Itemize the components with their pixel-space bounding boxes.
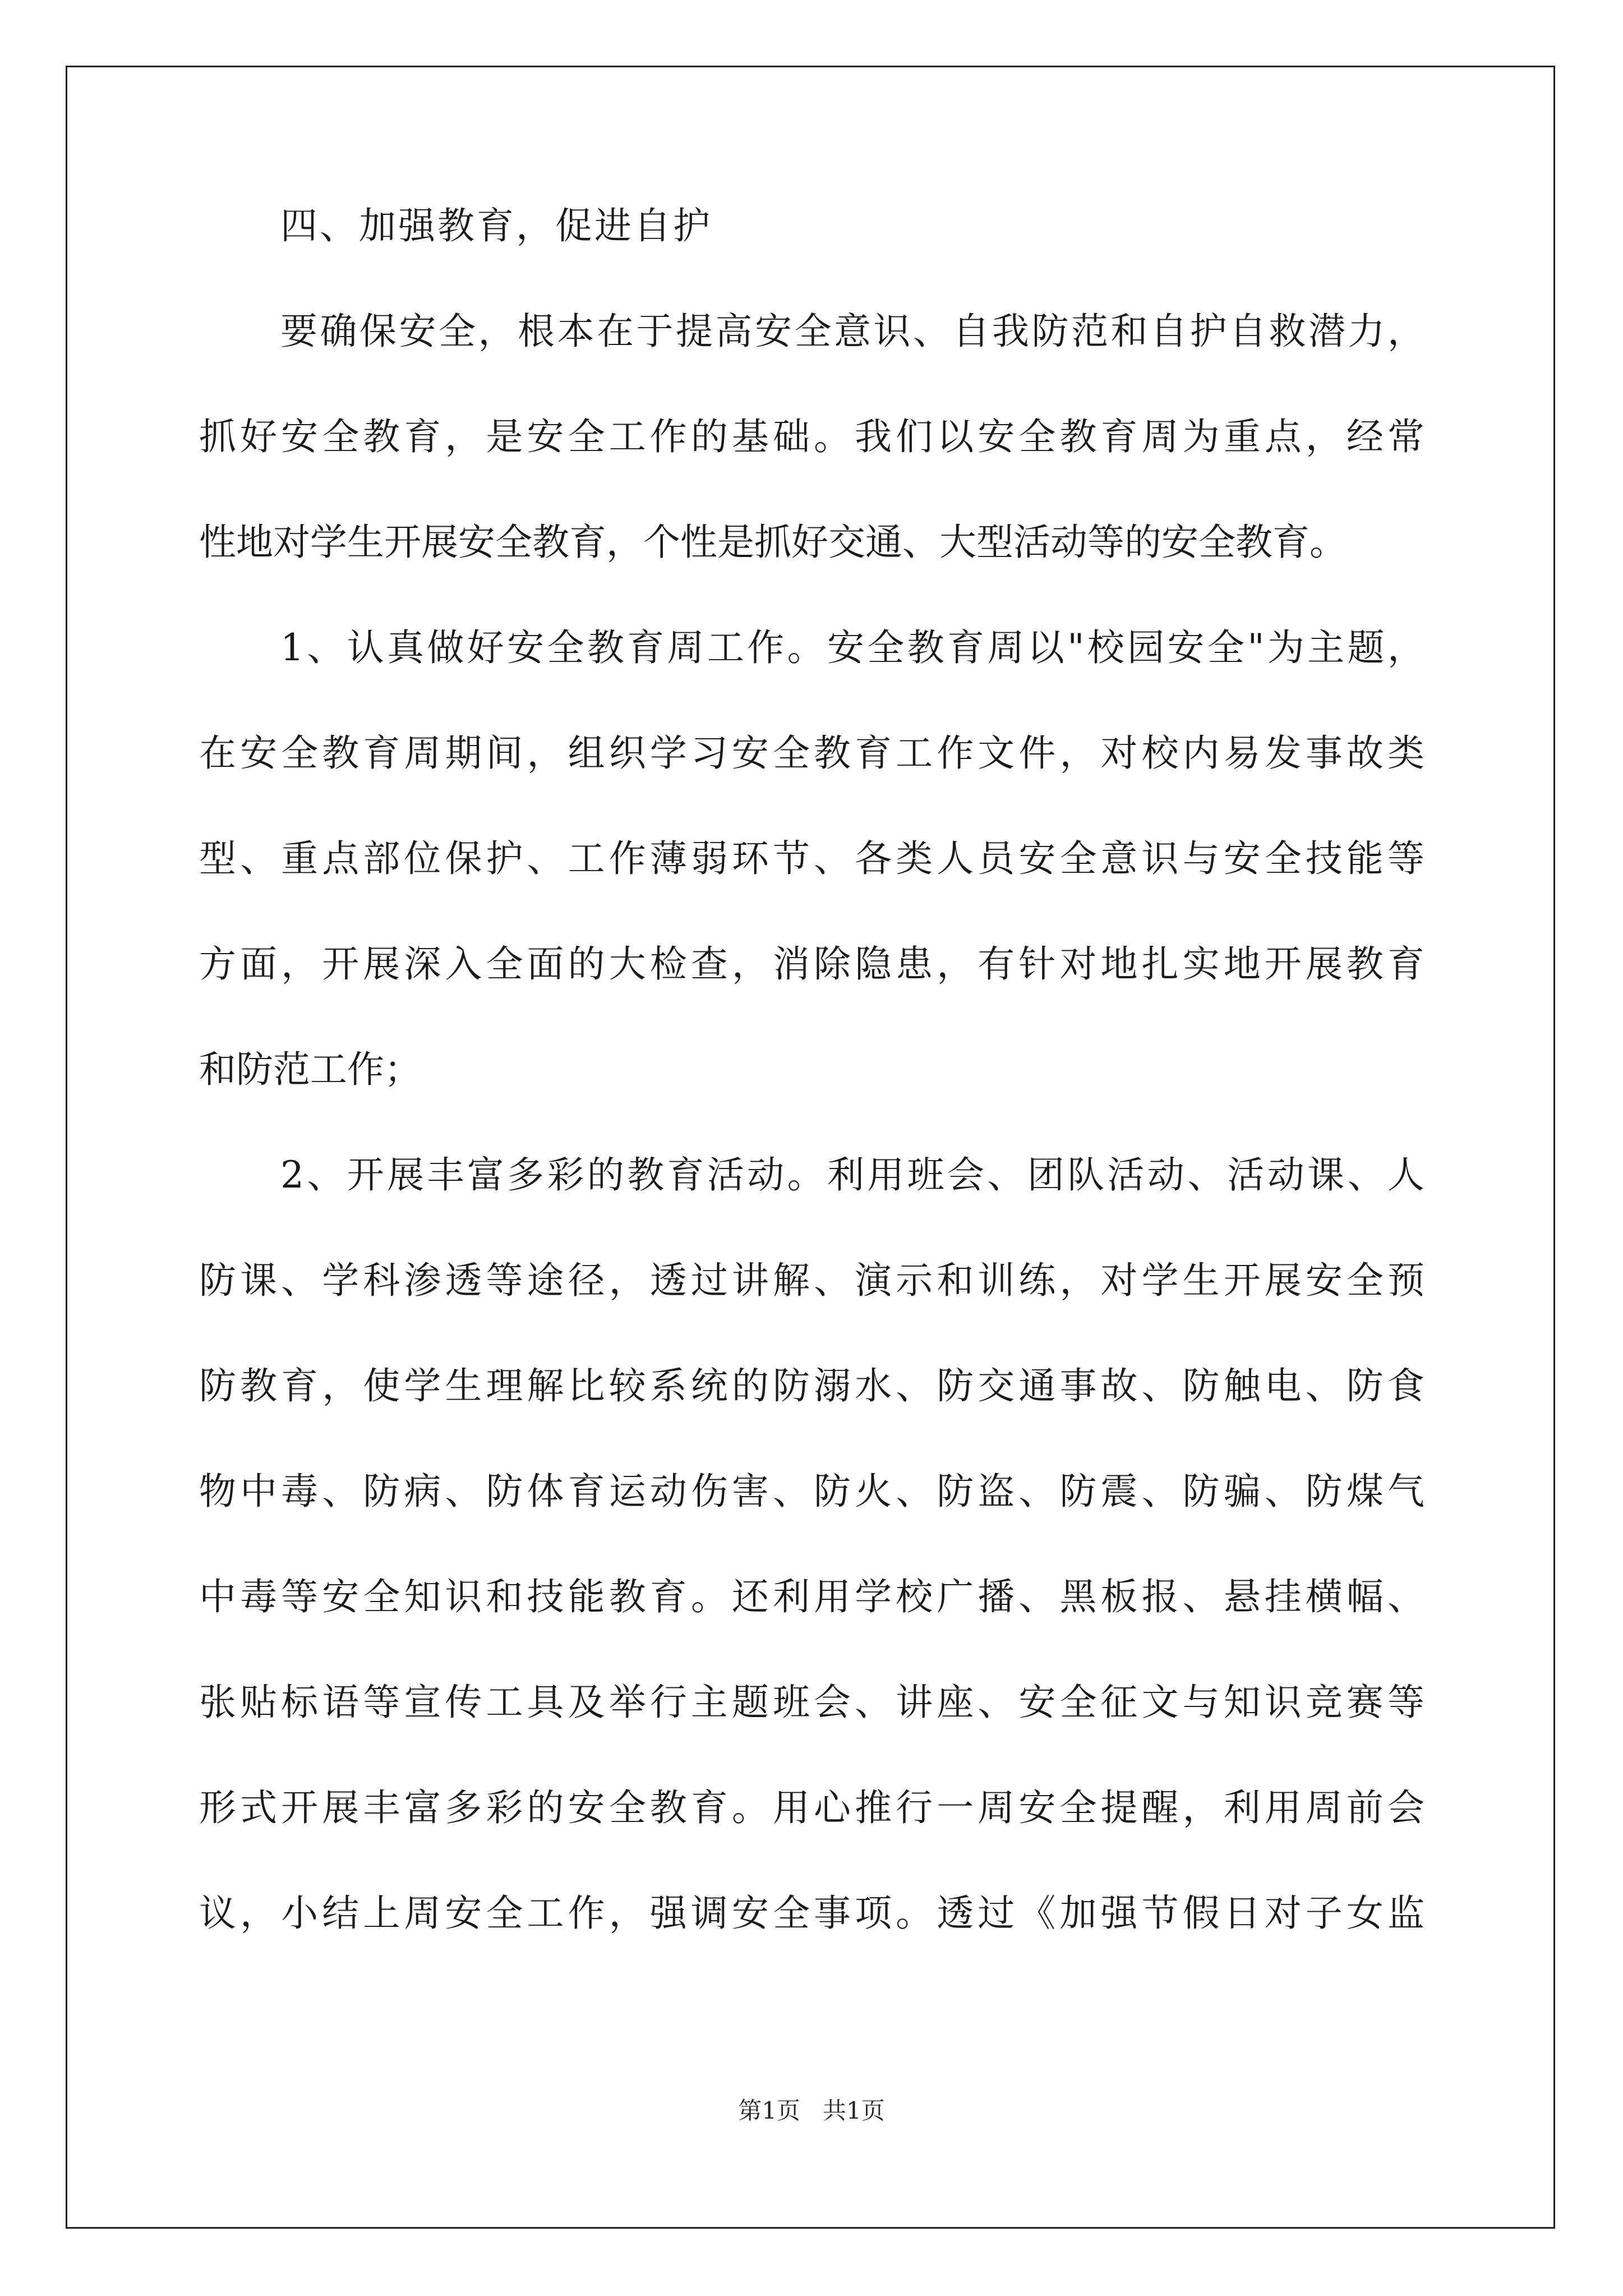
paragraph-line: 在安全教育周期间，组织学习安全教育工作文件，对校内易发事故类 [199, 731, 1424, 775]
section-heading: 四、加强教育，促进自护 [280, 204, 712, 247]
paragraph-line: 方面，开展深入全面的大检查，消除隐患，有针对地扎实地开展教育 [199, 942, 1424, 986]
paragraph-3 [199, 1153, 1424, 1935]
paragraph-line: 和防范工作； [199, 1048, 421, 1091]
paragraph-line: 型、重点部位保护、工作薄弱环节、各类人员安全意识与安全技能等 [199, 837, 1424, 880]
paragraph-2 [199, 626, 1424, 1091]
paragraph-line: 议，小结上周安全工作，强调安全事项。透过《加强节假日对子女监 [199, 1892, 1424, 1935]
page-number-footer: 第1页 共1页 [738, 2097, 885, 2124]
paragraph-line: 1、认真做好安全教育周工作。安全教育周以"校园安全"为主题， [280, 626, 1424, 669]
paragraph-line: 形式开展丰富多彩的安全教育。用心推行一周安全提醒，利用周前会 [199, 1786, 1424, 1829]
paragraph-line: 中毒等安全知识和技能教育。还利用学校广播、黑板报、悬挂横幅、 [199, 1575, 1424, 1618]
paragraph-line: 抓好安全教育，是安全工作的基础。我们以安全教育周为重点，经常 [199, 415, 1424, 458]
paragraph-line: 张贴标语等宣传工具及举行主题班会、讲座、安全征文与知识竞赛等 [199, 1681, 1424, 1724]
paragraph-line: 2、开展丰富多彩的教育活动。利用班会、团队活动、活动课、人 [280, 1153, 1424, 1197]
document-body [199, 204, 1424, 2000]
paragraph-line: 性地对学生开展安全教育，个性是抓好交通、大型活动等的安全教育。 [199, 521, 1347, 564]
paragraph-line: 要确保安全，根本在于提高安全意识、自我防范和自护自救潜力， [280, 310, 1424, 353]
paragraph-line: 防课、学科渗透等途径，透过讲解、演示和训练，对学生开展安全预 [199, 1259, 1424, 1302]
paragraph-line: 防教育，使学生理解比较系统的防溺水、防交通事故、防触电、防食 [199, 1364, 1424, 1407]
paragraph-1 [199, 310, 1424, 564]
paragraph-line: 物中毒、防病、防体育运动伤害、防火、防盗、防震、防骗、防煤气 [199, 1470, 1424, 1513]
